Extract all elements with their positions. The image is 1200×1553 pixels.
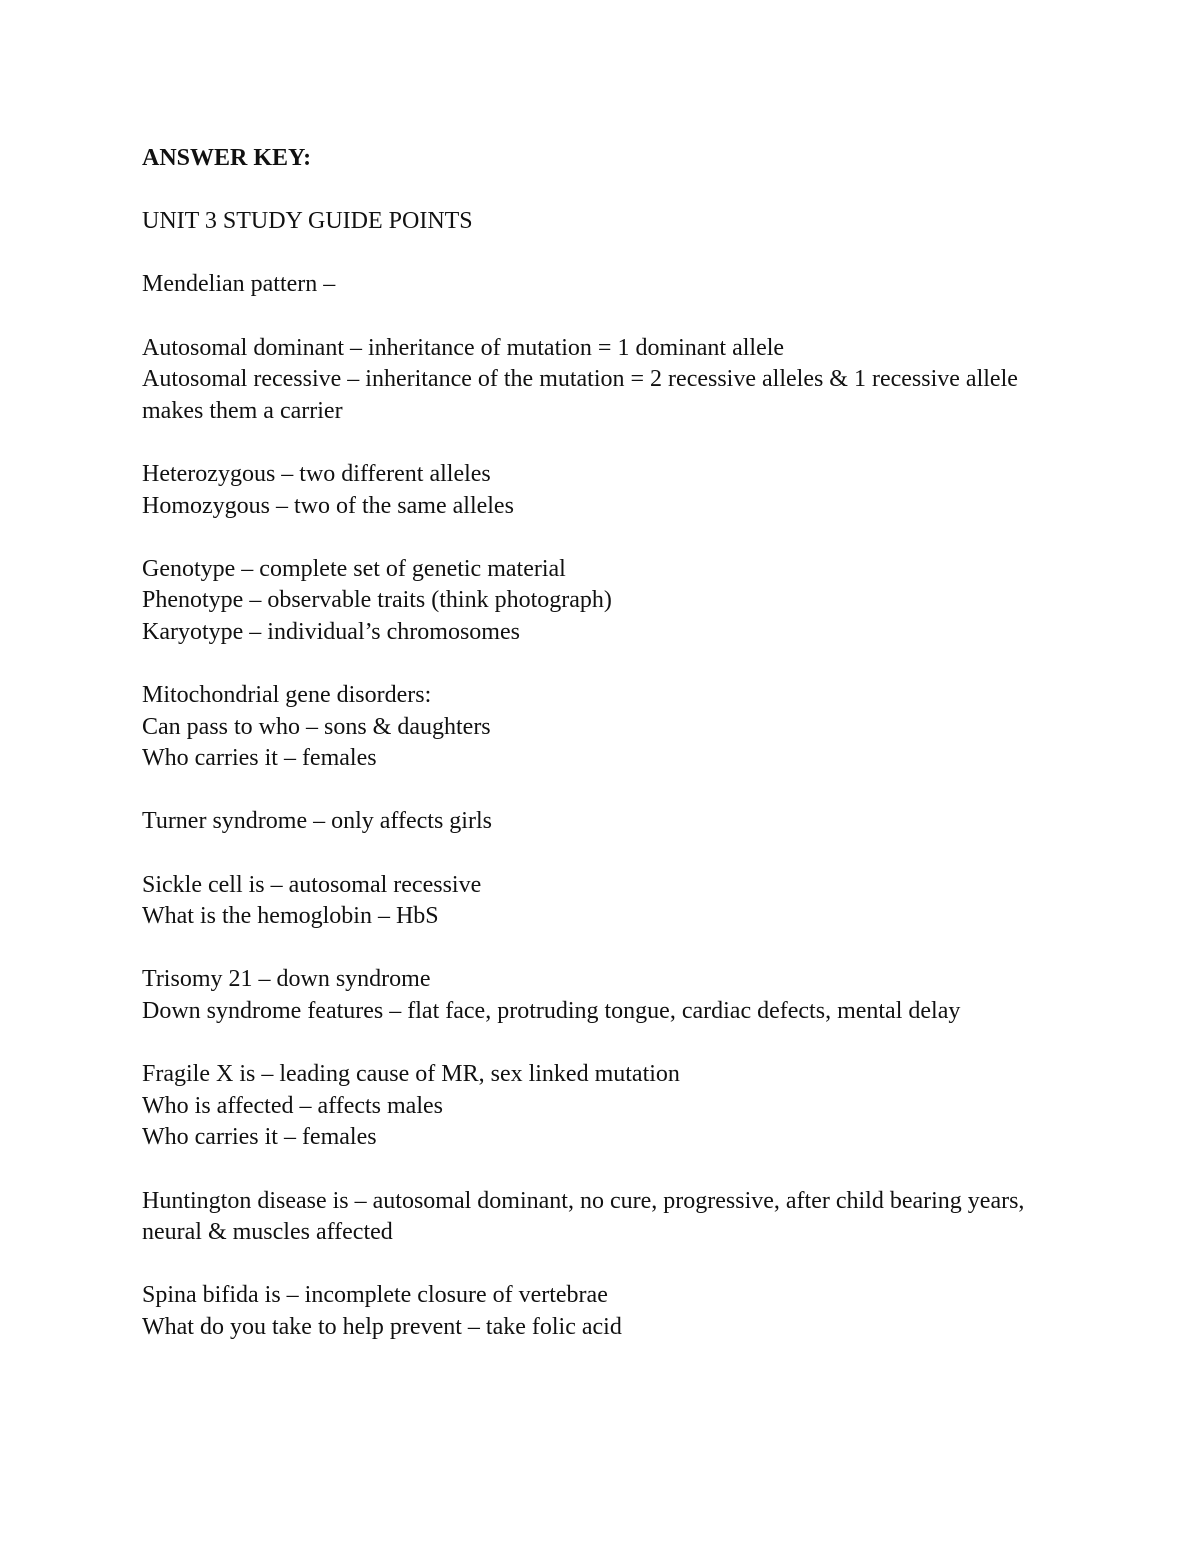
trisomy-block (142, 964, 1042, 1027)
turner-block (142, 806, 1042, 838)
fragile-x-line: Fragile X is – leading cause of MR, sex linked mutation (142, 1061, 680, 1088)
hemoglobin-line: What is the hemoglobin – HbS (142, 903, 439, 930)
spina-bifida-block (142, 1280, 1042, 1343)
autosomal-block (142, 333, 1042, 428)
down-syndrome-features-line: Down syndrome features – flat face, protruding tongue, cardiac defects, mental delay (142, 998, 961, 1025)
phenotype-line: Phenotype – observable traits (think photograph) (142, 587, 612, 614)
fragile-x-block (142, 1059, 1042, 1154)
mitochondrial-heading-line: Mitochondrial gene disorders: (142, 682, 432, 709)
spina-bifida-line: Spina bifida is – incomplete closure of vertebrae (142, 1282, 608, 1309)
homozygous-line: Homozygous – two of the same alleles (142, 492, 514, 519)
genotype-line: Genotype – complete set of genetic material (142, 555, 566, 582)
sickle-cell-line: Sickle cell is – autosomal recessive (142, 871, 482, 898)
huntington-block (142, 1186, 1042, 1249)
fragile-x-carrier-line: Who carries it – females (142, 1124, 377, 1151)
heterozygous-line: Heterozygous – two different alleles (142, 460, 491, 487)
karyotype-line: Karyotype – individual’s chromosomes (142, 618, 520, 645)
unit-heading: UNIT 3 STUDY GUIDE POINTS (142, 208, 473, 235)
type-definitions-block (142, 554, 1042, 649)
fragile-x-affected-line: Who is affected – affects males (142, 1092, 443, 1119)
folic-acid-line: What do you take to help prevent – take folic acid (142, 1313, 622, 1340)
mendelian-pattern-line: Mendelian pattern – (142, 271, 336, 298)
turner-syndrome-line: Turner syndrome – only affects girls (142, 808, 492, 835)
huntington-line: Huntington disease is – autosomal dominant, no cure, progressive, after child bearing years, neural & muscles affected (142, 1187, 1025, 1246)
autosomal-dominant-line: Autosomal dominant – inheritance of mutation = 1 dominant allele (142, 334, 785, 361)
mitochondrial-pass-line: Can pass to who – sons & daughters (142, 713, 491, 740)
mitochondrial-carrier-line: Who carries it – females (142, 745, 377, 772)
zygosity-block (142, 459, 1042, 522)
document-content (142, 143, 1042, 1344)
sickle-cell-block (142, 870, 1042, 933)
mitochondrial-block (142, 680, 1042, 775)
autosomal-recessive-line: Autosomal recessive – inheritance of the mutation = 2 recessive alleles & 1 recessive allele makes them a carrier (142, 366, 1018, 424)
unit-heading-block (142, 206, 1042, 238)
mendelian-block (142, 269, 1042, 301)
trisomy-21-line: Trisomy 21 – down syndrome (142, 966, 431, 993)
answer-key-heading: ANSWER KEY: (142, 145, 312, 171)
